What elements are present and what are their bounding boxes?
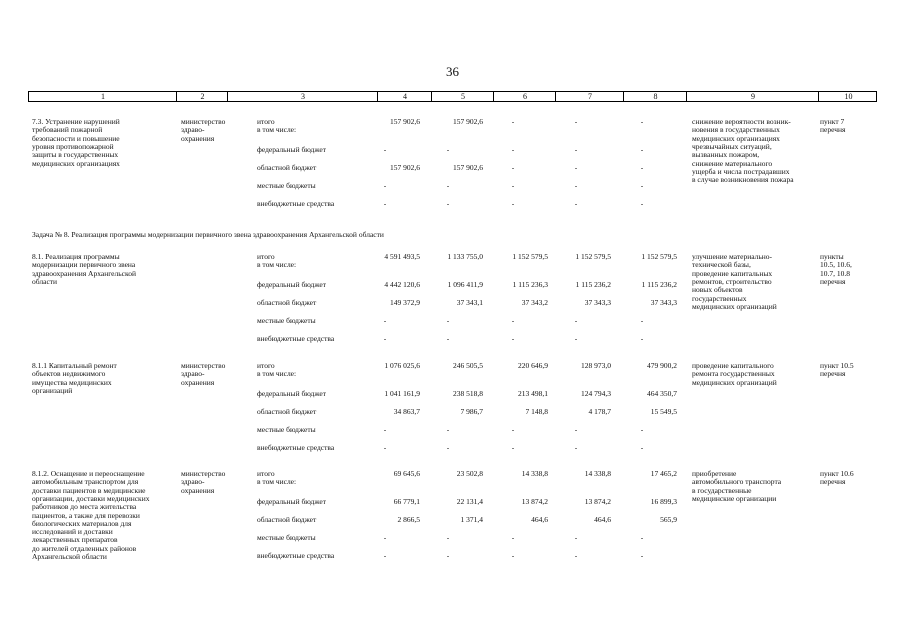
row-name-line: требований пожарной [32, 125, 103, 135]
source-value: - [640, 334, 644, 343]
source-value: - [511, 533, 515, 542]
reference-line: перечня [820, 369, 846, 379]
source-label: местные бюджеты [257, 181, 316, 190]
source-label: местные бюджеты [257, 425, 316, 434]
result-line: проведение капитальных [692, 268, 773, 278]
source-value: 213 498,1 [518, 389, 548, 398]
column-divider [227, 92, 228, 101]
source-value: 1 115 236,2 [641, 280, 677, 289]
source-value: 13 874,2 [521, 497, 548, 506]
source-value: 66 779,1 [393, 497, 420, 506]
reference-line: 10.5, 10.6, [820, 260, 852, 270]
source-value: 1 371,4 [460, 515, 483, 524]
source-value: - [446, 145, 450, 154]
total-value: 220 646,9 [518, 361, 548, 370]
total-value: 479 900,2 [647, 361, 677, 370]
row-name-line: лекарственных препаратов [32, 535, 118, 545]
source-value: 16 899,3 [650, 497, 677, 506]
row-name-line: работников до места жительства [32, 502, 137, 512]
row-name-line: модернизации первичного звена [32, 260, 136, 270]
result-line: приобретение [692, 469, 737, 478]
source-value: 7 148,8 [525, 407, 548, 416]
source-value: - [383, 533, 387, 542]
total-label: итого [257, 361, 275, 370]
result-line: медицинские организации [692, 493, 777, 503]
row-name-line: защиты в государственных [32, 150, 119, 160]
row-name-line: автомобильным транспортом для [32, 477, 139, 487]
source-value: 1 041 161,9 [384, 389, 420, 398]
source-value: - [640, 199, 644, 208]
result-line: вызванных пожаром, [692, 150, 760, 160]
source-value: - [446, 533, 450, 542]
source-label: внебюджетные средства [257, 551, 335, 560]
total-label: итого [257, 469, 275, 478]
source-value: - [446, 425, 450, 434]
row-name-line: уровня противопожарной [32, 141, 114, 151]
column-header-7: 7 [588, 92, 592, 101]
column-header-5: 5 [461, 92, 465, 101]
executor-line: министерство [181, 117, 226, 126]
source-value: 1 115 236,3 [512, 280, 548, 289]
source-value: - [640, 316, 644, 325]
source-value: - [640, 145, 644, 154]
source-value: 1 096 411,9 [447, 280, 483, 289]
source-value: - [640, 425, 644, 434]
result-line: медицинских организаций [692, 377, 777, 387]
source-value: 13 874,2 [584, 497, 611, 506]
source-value: - [574, 181, 578, 190]
result-line: государственных [692, 293, 747, 303]
source-value: 4 178,7 [588, 407, 611, 416]
column-header-4: 4 [403, 92, 407, 101]
source-value: - [511, 425, 515, 434]
total-value: 14 338,8 [521, 469, 548, 478]
source-label: федеральный бюджет [257, 497, 327, 506]
source-value: - [574, 199, 578, 208]
row-name-line: 8.1.2. Оснащение и переоснащение [32, 469, 145, 478]
result-line: улучшение материально- [692, 252, 773, 261]
source-value: 149 372,9 [390, 298, 420, 307]
source-label: местные бюджеты [257, 316, 316, 325]
reference-line: перечня [820, 125, 846, 135]
source-value: - [511, 199, 515, 208]
source-value: - [511, 334, 515, 343]
source-value: 464 350,7 [647, 389, 677, 398]
source-value: - [383, 199, 387, 208]
reference-line: пункт 7 [820, 117, 845, 126]
executor-line: здраво- [181, 125, 205, 135]
source-value: 1 115 236,2 [575, 280, 611, 289]
column-header-8: 8 [653, 92, 658, 101]
total-value: 128 973,0 [581, 361, 611, 370]
source-value: - [511, 443, 515, 452]
source-label: областной бюджет [257, 298, 317, 307]
executor-line: охранения [181, 133, 215, 143]
source-value: - [383, 443, 387, 452]
total-value: 157 902,6 [390, 117, 420, 126]
total-value: 69 645,6 [393, 469, 420, 478]
result-line: в случае возникновения пожара [692, 175, 794, 185]
source-value: - [574, 163, 578, 172]
source-value: 37 343,1 [456, 298, 483, 307]
source-value: - [446, 199, 450, 208]
source-value: - [446, 316, 450, 325]
reference-line: пункт 10.5 [820, 361, 854, 370]
total-value: 1 076 025,6 [384, 361, 420, 370]
row-name-line: безопасности и повышение [32, 133, 120, 143]
column-divider [493, 92, 494, 101]
source-value: 37 343,3 [584, 298, 611, 307]
source-value: 157 902,6 [390, 163, 420, 172]
source-label: областной бюджет [257, 515, 317, 524]
total-value: - [640, 117, 644, 126]
row-name-line: медицинских организациях [32, 158, 120, 168]
result-line: медицинских организаций [692, 301, 777, 311]
source-value: - [574, 425, 578, 434]
source-value: - [446, 551, 450, 560]
total-value: 17 465,2 [650, 469, 677, 478]
source-value: - [383, 316, 387, 325]
source-value: 124 794,3 [581, 389, 611, 398]
source-value: - [574, 334, 578, 343]
source-value: 4 442 120,6 [384, 280, 420, 289]
table-header-row [28, 91, 877, 102]
row-name-line: организации, доставки медицинских [32, 493, 150, 503]
total-value: 1 152 579,5 [641, 252, 677, 261]
total-label: итого [257, 252, 275, 261]
column-header-10: 10 [844, 92, 853, 101]
result-line: снижение вероятности возник- [692, 117, 791, 126]
source-value: - [511, 181, 515, 190]
column-divider [623, 92, 624, 101]
source-value: - [446, 443, 450, 452]
row-name-line: 8.1.1 Капитальный ремонт [32, 361, 117, 370]
source-value: - [511, 316, 515, 325]
total-value: 23 502,8 [456, 469, 483, 478]
row-name-line: Архангельской области [32, 552, 107, 561]
column-divider [555, 92, 556, 101]
source-value: 2 866,5 [397, 515, 420, 524]
result-line: ремонта государственных [692, 369, 775, 379]
executor-line: охранения [181, 485, 215, 495]
total-value: - [574, 117, 578, 126]
source-label: областной бюджет [257, 407, 317, 416]
source-value: - [574, 533, 578, 542]
source-value: - [640, 163, 644, 172]
column-divider [431, 92, 432, 101]
source-value: 34 863,7 [393, 407, 420, 416]
result-line: проведение капитального [692, 361, 774, 370]
column-header-9: 9 [751, 92, 755, 101]
source-value: 15 549,5 [650, 407, 677, 416]
source-value: - [574, 145, 578, 154]
source-value: - [640, 181, 644, 190]
row-name-line: пациентов, а также для перевозки [32, 510, 140, 520]
column-divider [176, 92, 177, 101]
task-heading: Задача № 8. Реализация программы модернизации первичного звена здравоохранения Архангельской области [32, 230, 384, 239]
source-value: 22 131,4 [456, 497, 483, 506]
total-value: 157 902,6 [453, 117, 483, 126]
source-value: - [640, 443, 644, 452]
column-divider [686, 92, 687, 101]
source-label: внебюджетные средства [257, 199, 335, 208]
total-value: 246 505,5 [453, 361, 483, 370]
total-label: итого [257, 117, 275, 126]
result-line: медицинских организациях [692, 133, 780, 143]
total-value: 14 338,8 [584, 469, 611, 478]
row-name-line: объектов недвижимого [32, 369, 106, 379]
source-value: - [511, 163, 515, 172]
source-value: - [640, 551, 644, 560]
row-name-line: 7.3. Устранение нарушений [32, 117, 120, 126]
source-value: 37 343,3 [650, 298, 677, 307]
source-label: федеральный бюджет [257, 145, 327, 154]
result-line: ущерба и числа пострадавших [692, 166, 790, 176]
source-value: - [383, 334, 387, 343]
row-name-line: доставки пациентов в медицинские [32, 485, 146, 495]
source-value: 464,6 [531, 515, 548, 524]
row-name-line: до жителей отдаленных районов [32, 543, 137, 553]
source-label: федеральный бюджет [257, 280, 327, 289]
column-header-1: 1 [101, 92, 105, 101]
result-line: ремонтов, строительство [692, 276, 772, 286]
result-line: технической базы, [692, 260, 751, 270]
source-label: местные бюджеты [257, 533, 316, 542]
row-name-line: здравоохранения Архангельской [32, 268, 137, 278]
result-line: автомобильного транспорта [692, 477, 782, 487]
source-value: 565,9 [660, 515, 677, 524]
source-value: 37 343,2 [521, 298, 548, 307]
source-label: областной бюджет [257, 163, 317, 172]
source-value: - [640, 533, 644, 542]
source-value: 7 986,7 [460, 407, 483, 416]
source-value: 238 518,8 [453, 389, 483, 398]
result-line: в государственные [692, 485, 752, 495]
executor-line: здраво- [181, 369, 205, 379]
row-name-line: области [32, 276, 58, 286]
total-value: 1 152 579,5 [575, 252, 611, 261]
including-label: в том числе: [257, 125, 297, 135]
row-name-line: организаций [32, 385, 73, 395]
total-value: 1 152 579,5 [512, 252, 548, 261]
including-label: в том числе: [257, 477, 297, 487]
reference-line: перечня [820, 477, 846, 487]
total-value: 4 591 493,5 [384, 252, 420, 261]
source-value: - [511, 551, 515, 560]
source-value: - [383, 181, 387, 190]
page-number: 36 [446, 64, 459, 79]
total-value: 1 133 755,0 [447, 252, 483, 261]
source-value: - [383, 145, 387, 154]
result-line: снижение материального [692, 158, 773, 168]
source-label: внебюджетные средства [257, 334, 335, 343]
including-label: в том числе: [257, 260, 297, 270]
source-label: внебюджетные средства [257, 443, 335, 452]
source-value: - [446, 181, 450, 190]
executor-line: министерство [181, 361, 226, 370]
row-name-line: имущества медицинских [32, 377, 112, 387]
source-value: - [383, 551, 387, 560]
reference-line: перечня [820, 276, 846, 286]
column-divider [818, 92, 819, 101]
source-label: федеральный бюджет [257, 389, 327, 398]
row-name-line: исследований и доставки [32, 527, 113, 537]
column-header-6: 6 [523, 92, 527, 101]
source-value: - [574, 316, 578, 325]
row-name-line: биологических материалов для [32, 518, 132, 528]
result-line: новения в государственных [692, 125, 780, 135]
reference-line: пункты [820, 252, 844, 261]
reference-line: пункт 10.6 [820, 469, 854, 478]
row-name-line: 8.1. Реализация программы [32, 252, 120, 261]
column-divider [377, 92, 378, 101]
including-label: в том числе: [257, 369, 297, 379]
source-value: 464,6 [594, 515, 611, 524]
executor-line: охранения [181, 377, 215, 387]
source-value: - [383, 425, 387, 434]
column-header-3: 3 [301, 92, 305, 101]
total-value: - [511, 117, 515, 126]
source-value: - [574, 443, 578, 452]
column-header-2: 2 [200, 92, 205, 101]
result-line: чрезвычайных ситуаций, [692, 141, 772, 151]
executor-line: здраво- [181, 477, 205, 487]
reference-line: 10.7, 10.8 [820, 268, 850, 278]
result-line: новых объектов [692, 285, 743, 295]
source-value: 157 902,6 [453, 163, 483, 172]
source-value: - [574, 551, 578, 560]
source-value: - [511, 145, 515, 154]
source-value: - [446, 334, 450, 343]
executor-line: министерство [181, 469, 226, 478]
